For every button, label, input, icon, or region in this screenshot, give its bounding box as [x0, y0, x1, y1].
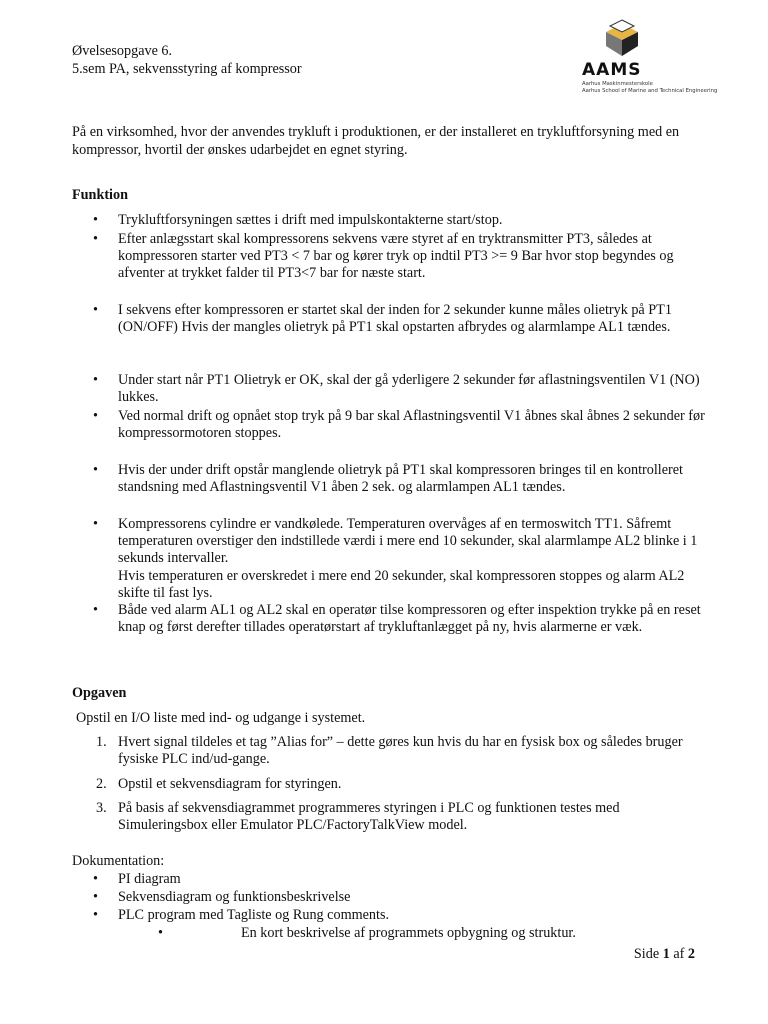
funktion-item: Ved normal drift og opnået stop tryk på 9 bar skal Aflastningsventil V1 åbnes skal åbnes 2 sekunder før kompressormotoren stoppes. [118, 408, 705, 441]
bullet-icon: • [93, 907, 98, 923]
page-current: 1 [662, 946, 670, 962]
bullet-icon: • [93, 602, 98, 618]
page-of-label: af [673, 946, 685, 962]
funktion-item-continuation: Hvis temperaturen er overskredet i mere end 20 sekunder, skal kompressoren stoppes og alarm AL2 skifte til fast lys. [118, 568, 685, 601]
funktion-item: Under start når PT1 Olietryk er OK, skal der gå yderligere 2 sekunder før aflastningsventilen V1 (NO) lukkes. [118, 372, 700, 405]
bullet-icon: • [93, 889, 98, 905]
document-title: Øvelsesopgave 6. [72, 43, 173, 59]
funktion-heading: Funktion [72, 187, 128, 203]
bullet-icon: • [158, 925, 163, 941]
funktion-item: Både ved alarm AL1 og AL2 skal en operatør tilse kompressoren og efter inspektion trykke på en reset knap og først derefter tillades operatørstart af trykluftanlægget på ny, hvis alarmerne er væk. [118, 602, 701, 635]
dokumentation-subitem: En kort beskrivelse af programmets opbygning og struktur. [241, 925, 576, 941]
bullet-icon: • [93, 408, 98, 424]
bullet-icon: • [93, 231, 98, 247]
logo-line-2: Aarhus School of Marine and Technical Engineering [582, 87, 718, 94]
aams-logo-icon [598, 18, 646, 58]
opgaven-item: Opstil et sekvensdiagram for styringen. [118, 776, 342, 792]
dokumentation-item: PLC program med Tagliste og Rung comments. [118, 907, 390, 923]
page-total: 2 [687, 946, 695, 962]
funktion-item: Hvis der under drift opstår manglende olietryk på PT1 skal kompressoren bringes til en kontrolleret standsning med Aflastningsventil V1 åben 2 sek. og alarmlampen AL1 tændes. [118, 462, 683, 495]
bullet-icon: • [93, 462, 98, 478]
intro-paragraph: På en virksomhed, hvor der anvendes trykluft i produktionen, er der installeret en trykluftforsyning med en kompressor, hvortil der ønskes udarbejdet en egnet styring. [72, 124, 680, 158]
dokumentation-item: Sekvensdiagram og funktionsbeskrivelse [118, 889, 351, 905]
page-number [634, 946, 695, 963]
list-number: 2. [96, 776, 107, 792]
dokumentation-heading: Dokumentation: [72, 853, 165, 869]
document-subtitle: 5.sem PA, sekvensstyring af kompressor [72, 61, 302, 77]
opgaven-intro: Opstil en I/O liste med ind- og udgange i systemet. [76, 710, 366, 726]
funktion-item: Efter anlægsstart skal kompressorens sekvens være styret af en tryktransmitter PT3, således at kompressoren starter ved PT3 < 7 bar og kører tryk op indtil PT3 >= 9 Bar hvor stop begyndes og afventer at trykket falder til PT3<7 bar for næste start. [118, 231, 674, 281]
opgaven-item: På basis af sekvensdiagrammet programmeres styringen i PLC og funktionen testes med Simuleringsbox eller Emulator PLC/FactoryTalkView model. [118, 800, 620, 833]
bullet-icon: • [93, 212, 98, 228]
page-side-label: Side [633, 946, 660, 962]
dokumentation-item: PI diagram [118, 871, 181, 887]
list-number: 3. [96, 800, 107, 816]
opgaven-item: Hvert signal tildeles et tag ”Alias for” – dette gøres kun hvis du har en fysisk box og således bruger fysiske PLC ind/ud-gange. [118, 734, 683, 767]
list-number: 1. [96, 734, 107, 750]
logo-subtitle [582, 81, 717, 94]
funktion-item: I sekvens efter kompressoren er startet skal der inden for 2 sekunder kunne måles olietryk på PT1 (ON/OFF) Hvis der mangles olietryk på PT1 skal opstarten afbrydes og alarmlampe AL1 tændes. [118, 302, 672, 335]
logo-line-1: Aarhus Maskinmesterskole [582, 81, 653, 87]
opgaven-heading: Opgaven [72, 685, 127, 701]
bullet-icon: • [93, 871, 98, 887]
funktion-item: Trykluftforsyningen sættes i drift med impulskontakterne start/stop. [118, 212, 503, 228]
logo-name: AAMS [582, 60, 642, 80]
bullet-icon: • [93, 516, 98, 532]
bullet-icon: • [93, 372, 98, 388]
bullet-icon: • [93, 302, 98, 318]
funktion-item: Kompressorens cylindre er vandkølede. Temperaturen overvåges af en termoswitch TT1. Såfremt temperaturen overstiger den indstillede værdi i mere end 10 sekunder, skal alarmlampe AL2 blinke i 1 sekunds intervaller. [118, 516, 698, 566]
